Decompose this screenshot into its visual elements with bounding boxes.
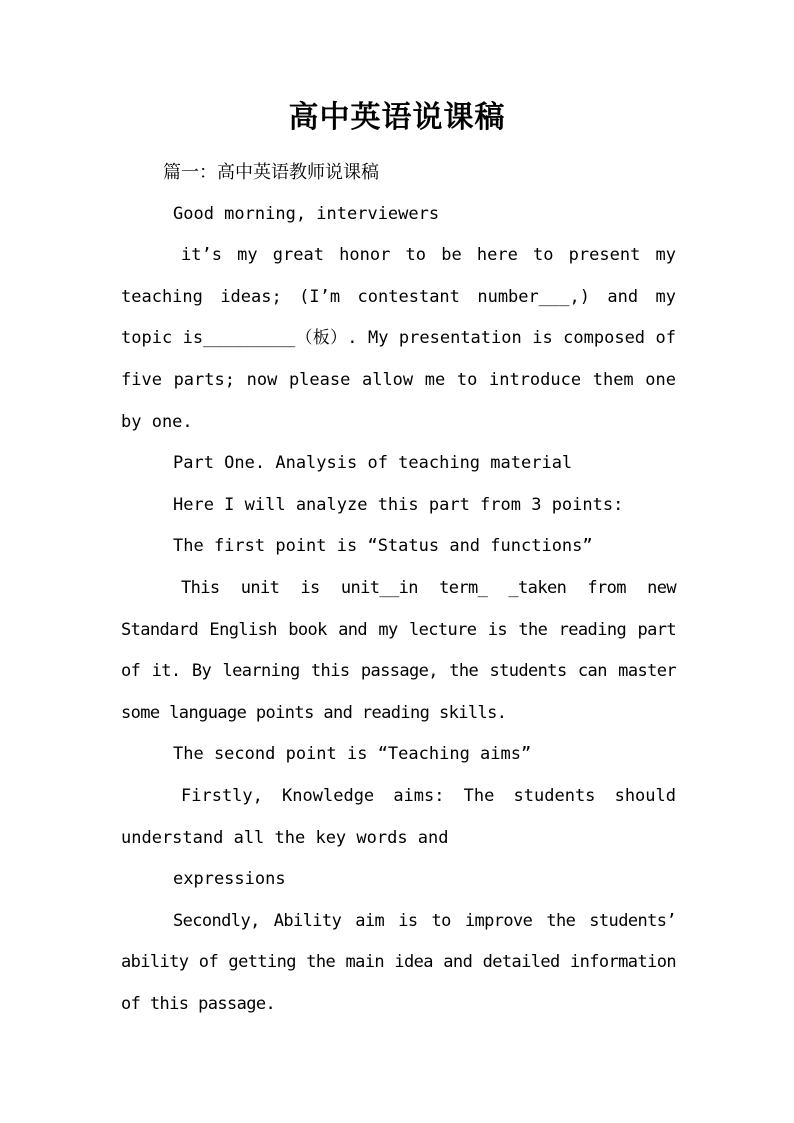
paragraph-part-one-heading: Part One. Analysis of teaching material bbox=[173, 453, 573, 474]
paragraph-first-point: The first point is “Status and functions” bbox=[173, 536, 593, 557]
paragraph-introduction: it’s my great honor to be here to present my teaching ideas; (I’m contestant number___,) and my topic is_________（板）. My presentation is composed of five parts; now please allow me to introduce them one by one. bbox=[121, 245, 676, 432]
section-heading: 篇一：高中英语教师说课稿 bbox=[163, 162, 379, 183]
paragraph-second-point: The second point is “Teaching aims” bbox=[173, 744, 532, 765]
paragraph-unit-description: This unit is unit__in term_ _taken from new Standard English book and my lecture is the reading part of it. By learning this passage, the students can master some language points and reading skills. bbox=[121, 577, 676, 723]
paragraph-expressions: expressions bbox=[173, 869, 286, 890]
paragraph-ability-aim: Secondly, Ability aim is to improve the students’ ability of getting the main idea and detailed information of this passage. bbox=[121, 910, 676, 1014]
paragraph-analysis-points: Here I will analyze this part from 3 points: bbox=[173, 494, 624, 515]
document-body bbox=[121, 152, 676, 1025]
paragraph-knowledge-aims: Firstly, Knowledge aims: The students should understand all the key words and bbox=[121, 785, 676, 848]
paragraph-greeting: Good morning, interviewers bbox=[173, 203, 440, 224]
document-title: 高中英语说课稿 bbox=[288, 100, 506, 135]
